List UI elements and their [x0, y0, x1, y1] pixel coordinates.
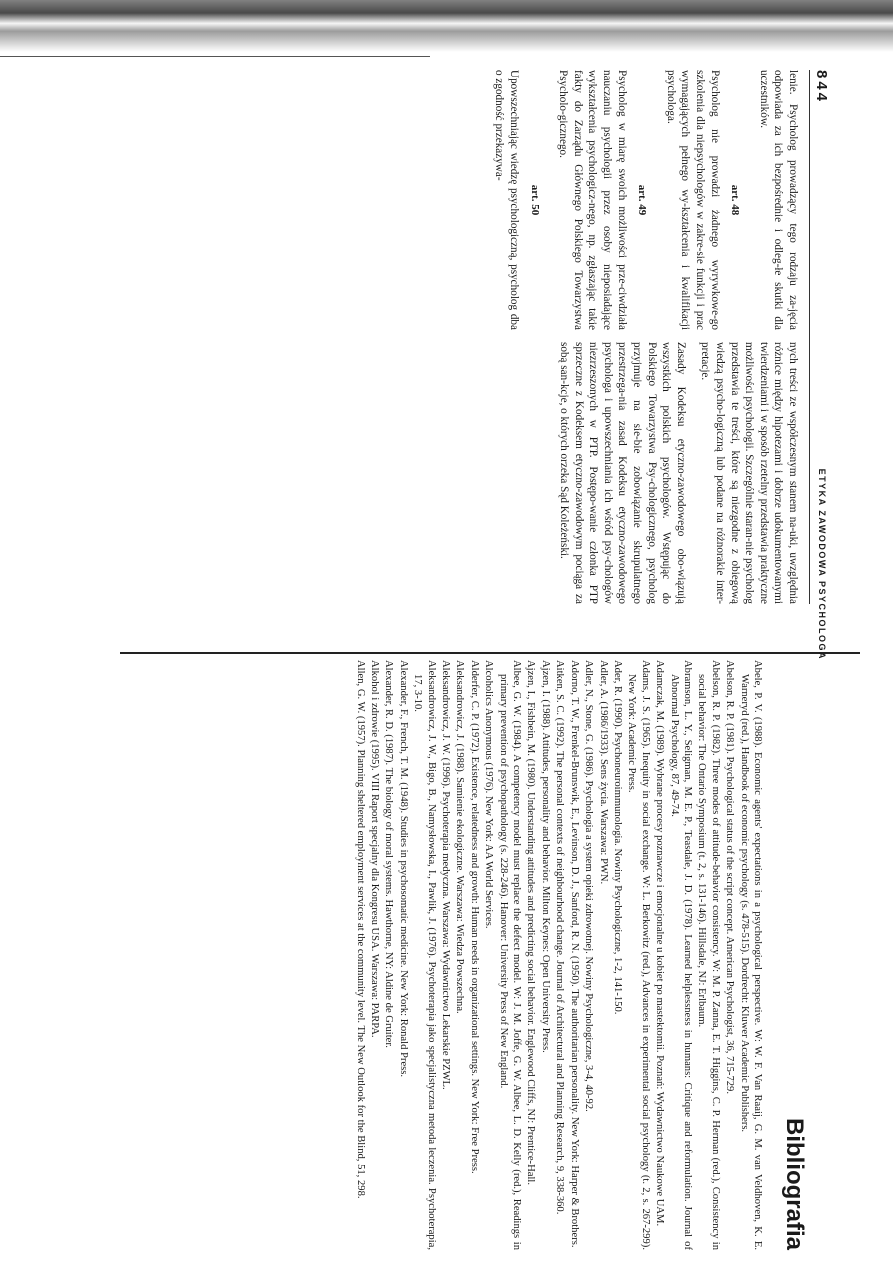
bibliography-entry: Abelson, R. P. (1981). Psychological status of the script concept. American Psychologist, 36, 715-729.	[724, 660, 736, 1094]
bibliography-entry: Aleksandrowicz, J. (1988). Samienie ekologiczne. Warszawa: Wiedza Powszechna.	[454, 660, 466, 1014]
page-number: 844	[813, 70, 830, 105]
bibliography-entry: Alderfer, C. P. (1972). Existence, relatedness and growth: Human needs in organizational settings. New York: Free Press.	[468, 660, 480, 1174]
bibliography-entry: Alexander, F., French, T. M. (1948). Studies in psychosomatic medicine. New York: Ronald Press.	[397, 660, 409, 1078]
bibliography-entry: Ader, R. (1990). Psychoneuroimmunologia. Nowiny Psychologiczne, 1-2, 141-150.	[611, 660, 623, 1015]
paragraph: lenie. Psycholog prowadzący tego rodzaju za-jęcia odpowiada za ich bezpośrednie i odleg-łe skutki dla uczestników.	[757, 70, 799, 330]
bibliography-entry: Abele, P. V. (1988). Economic agents' expectations in a psychological perspective. W: W. F. Van Raaij, G. M. van Veldhoven, K. E. Warneryd (red.), Handbook of economic psychology (s. 478-515). Dordrecht: Kluwer Academic Publishers.	[738, 660, 763, 1250]
bibliography-entry: Adler, A. (1986/1933). Sens życia. Warszawa: PWN.	[597, 660, 609, 885]
header-rule	[809, 70, 810, 604]
paragraph: Psycholog w miarę swoich możliwości prze-ciwdziała nauczaniu psychologii przez osoby nieposiadające wykształcenia psychologicz-nego, np. zgłaszając takie fakty do Zarządu Głównego Polskiego Towarzystwa Psycholo-gicznego.	[557, 70, 628, 330]
bibliography-entry: Alcoholics Anonymous (1976). New York: AA World Services.	[483, 660, 495, 929]
bibliography-entry: Ajzen, I., Fishbein, M. (1980). Understanding attitudes and predicting social behavior. Englewood Cliffs, NJ: Prentice-Hall.	[525, 660, 537, 1185]
bibliography-entry: Albee, G. W. (1984). A competency model must replace the defect model. W: J. M. Joffe, G. W. Albee, L. D. Kelly (red.), Readings in primary prevention of psychopathology (s. 228-246). Hanover: University Press of New England.	[497, 660, 523, 1250]
running-title: ETYKA ZAWODOWA PSYCHOLOGA	[817, 468, 827, 660]
paragraph: Psycholog nie prowadzi żadnego wyrywkowe-go szkolenia dla niepsychologów w zakre-sie funkcji i prac wymagających pełnego wy-kształcenia i kwalifikacji psychologa.	[664, 70, 721, 330]
bibliography-entry: Aleksandrowicz, J. W., Bigo, B., Namysłowska, I., Pawlik, J. (1976). Psychoterapia jako specjalistyczna metoda leczenia. Psychoterapia, 17, 3-10.	[412, 660, 437, 1250]
text-column-2	[553, 342, 801, 604]
bibliography-entry: Aleksandrowicz, J. W. (1996). Psychoterapia medyczna. Warszawa: Wydawnictwo Lekarskie PZWL.	[440, 660, 452, 1090]
bibliography-entry: Alexander, R. D. (1987). The biology of moral systems. Hawthorne, NY: Aldine de Gruiter.	[383, 660, 395, 1048]
text-column-1	[488, 70, 800, 330]
bibliography-entry: Ajzen, I. (1988). Attitudes, personality and behavior. Milton Keynes: Open University Press.	[539, 660, 551, 1053]
bibliography-entry: Abelson, R. P. (1982). Three modes of attitude-behavior consistency. W: M. P. Zanna, E. T. Higgins, C. P. Herman (red.), Consistency in social behavior: The Ontario Symposium (t. 2, s. 131-146). Hillsdale, NJ: Erlbaum.	[696, 660, 721, 1250]
scan-top-edge	[0, 0, 893, 52]
bibliography-entry: Adler, N., Stone, G. (1986). Psychologia a system opieki zdrowotnej. Nowiny Psychologiczne, 3-4, 40-92.	[583, 660, 595, 1112]
rotated-book-spread	[70, 70, 830, 1250]
bibliography	[352, 660, 830, 1250]
bibliography-entry: Abramson, L. Y., Seligman, M. E. P., Teasdale, J. D. (1978). Learned helplessness in humans: Critique and reformulation. Journal of Abnormal Psychology, 87, 49-74.	[668, 660, 693, 1250]
paragraph: nych treści ze współczesnym stanem na-uki, uwzględnia różnice między hipotezami i dobrze udokumentowanymi twierdzeniami i w sposób rzetelny przedstawia praktyczne możliwości psychologii. Szczególnie staran-nie psycholog przedstawia te treści, które są niezgodne z obiegową wiedzą psycho-logiczną lub podane na różnorakie inter-pretacje.	[699, 342, 799, 604]
bibliography-entry: Adams, J. S. (1965). Inequity in social exchange. W: L. Berkowitz (red.), Advances in experimental social psychology (t. 2, s. 267-299). New York: Academic Press.	[626, 660, 651, 1250]
article-heading: art. 50	[528, 184, 541, 216]
scan-artifact-line	[0, 56, 430, 57]
bibliography-entry: Alkohol i zdrowie (1995). VIII Raport specjalny dla Kongresu USA. Warszawa: PARPA.	[369, 660, 381, 1038]
bibliography-entry: Aitken, S. C. (1992). The personal contexts of neighbourhood change. Journal of Architectural and Planning Research, 9, 338-360.	[554, 660, 566, 1215]
article-heading: art. 49	[636, 184, 649, 216]
bibliography-title: Bibliografia	[781, 1117, 808, 1250]
bibliography-entry: Adamczak, M. (1989). Wybrane procesy poznawcze i emocjonalne u kobiet po mastektomii. Poznań: Wydawnictwo Naukowe UAM.	[654, 660, 666, 1227]
bibliography-entry: Allen, G. W. (1957). Planning sheltered employment services at the community level. The New Outlook for the Blind, 51, 298.	[354, 660, 366, 1199]
article-heading: art. 48	[729, 184, 742, 216]
bibliography-entry: Adorno, T. W., Frenkel-Brunswik, E., Levinson, D. J., Sanford, R. N. (1950). The authoritarian personality. New York: Harper & Brothers.	[568, 660, 580, 1248]
paragraph: Upowszechniając wiedzę psychologiczną, psycholog dba o zgodność przekazywa-	[493, 70, 521, 330]
paragraph: Zasady Kodeksu etyczno-zawodowego obo-wiązują wszystkich polskich psychologów. Wstępując do Polskiego Towarzystwa Psy-chologicznego, psycholog przyjmuje na sie-bie zobowiązanie skrupulatnego przestrzega-nia zasad Kodeksu etyczno-zawodowego psychologa i upowszechniania ich wśród psy-chologów niezrzeszonych w PTP. Postępo-wanie członka PTP sprzeczne z Kodeksem etyczno-zawodowym pociąga za sobą san-kcje, o których orzeka Sąd Koleżeński.	[558, 342, 687, 604]
